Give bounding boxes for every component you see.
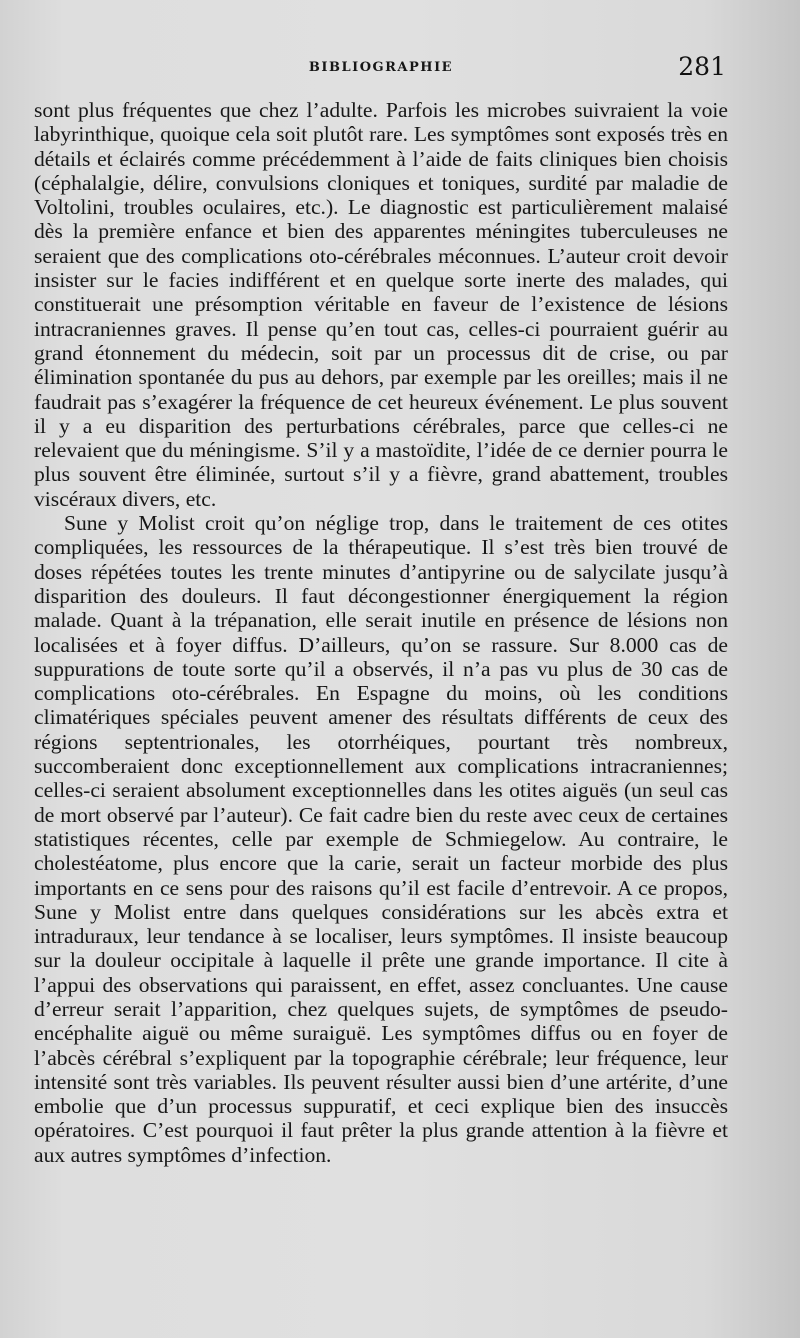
body-text — [34, 98, 728, 1167]
paragraph: Sune y Molist croit qu’on néglige trop, dans le traitement de ces otites compliquées, les ressources de la thérapeutique. Il s’est très bien trouvé de doses répétées toutes les trente minutes d’antipyrine ou de salycilate jusqu’à disparition des douleurs. Il faut décongestionner énergiquement la région malade. Quant à la trépanation, elle serait inutile en présence de lésions non localisées et à foyer diffus. D’ailleurs, qu’on se rassure. Sur 8.000 cas de suppurations de toute sorte qu’il a observés, il n’a pas vu plus de 30 cas de complications oto-cérébrales. En Espagne du moins, où les conditions climatériques spéciales peuvent amener des résultats différents de ceux des régions septentrionales, les otorrhéiques, pourtant très nombreux, succomberaient donc exceptionnellement aux complications intracraniennes; celles-ci seraient absolument exceptionnelles dans les otites aiguës (un seul cas de mort observé par l’auteur). Ce fait cadre bien du reste avec ceux de certaines statistiques récentes, celle par exemple de Schmiegelow. Au contraire, le cholestéatome, plus encore que la carie, serait un facteur morbide des plus importants en ce sens pour des raisons qu’il est facile d’entrevoir. A ce propos, Sune y Molist entre dans quelques considérations sur les abcès extra et intraduraux, leur tendance à se localiser, leurs symptômes. Il insiste beaucoup sur la douleur occipitale à laquelle il prête une grande importance. Il cite à l’appui des observations qui paraissent, en effet, assez concluantes. Une cause d’erreur serait l’apparition, chez quelques sujets, de symptômes de pseudo-encéphalite aiguë ou même suraiguë. Les symptômes diffus ou en foyer de l’abcès cérébral s’expliquent par la topographie cérébrale; leur fréquence, leur intensité sont très variables. Ils peuvent résulter aussi bien d’une artérite, d’une embolie que d’un processus suppuratif, et ceci explique bien des insuccès opératoires. C’est pourquoi il faut prêter la plus grande attention à la fièvre et aux autres symptômes d’infection. — [34, 511, 728, 1167]
page-number: 281 — [678, 52, 726, 81]
paragraph-continued: sont plus fréquentes que chez l’adulte. Parfois les microbes suivraient la voie labyrinthique, quoique cela soit plutôt rare. Les symptômes sont exposés très en détails et éclairés comme précédemment à l’aide de faits cliniques bien choisis (céphalalgie, délire, convulsions cloniques et toniques, surdité par maladie de Voltolini, troubles oculaires, etc.). Le diagnostic est particulièrement malaisé dès la première enfance et bien des apparentes méningites tuberculeuses ne seraient que des complications oto-cérébrales méconnues. L’auteur croit devoir insister sur le facies indifférent et en quelque sorte inerte des malades, qui constituerait une présomption véritable en faveur de l’existence de lésions intracraniennes graves. Il pense qu’en tout cas, celles-ci pourraient guérir au grand étonnement du médecin, soit par un processus dit de crise, ou par élimination spontanée du pus au dehors, par exemple par les oreilles; mais il ne faudrait pas s’exagérer la fréquence de cet heureux événement. Le plus souvent il y a eu disparition des perturbations cérébrales, parce que celles-ci ne relevaient que du méningisme. S’il y a mastoïdite, l’idée de ce dernier pourra le plus souvent être éliminée, surtout s’il y a fièvre, grand abattement, troubles viscéraux divers, etc. — [34, 98, 728, 511]
page-header — [36, 52, 726, 86]
running-title: BIBLIOGRAPHIE — [308, 60, 454, 75]
